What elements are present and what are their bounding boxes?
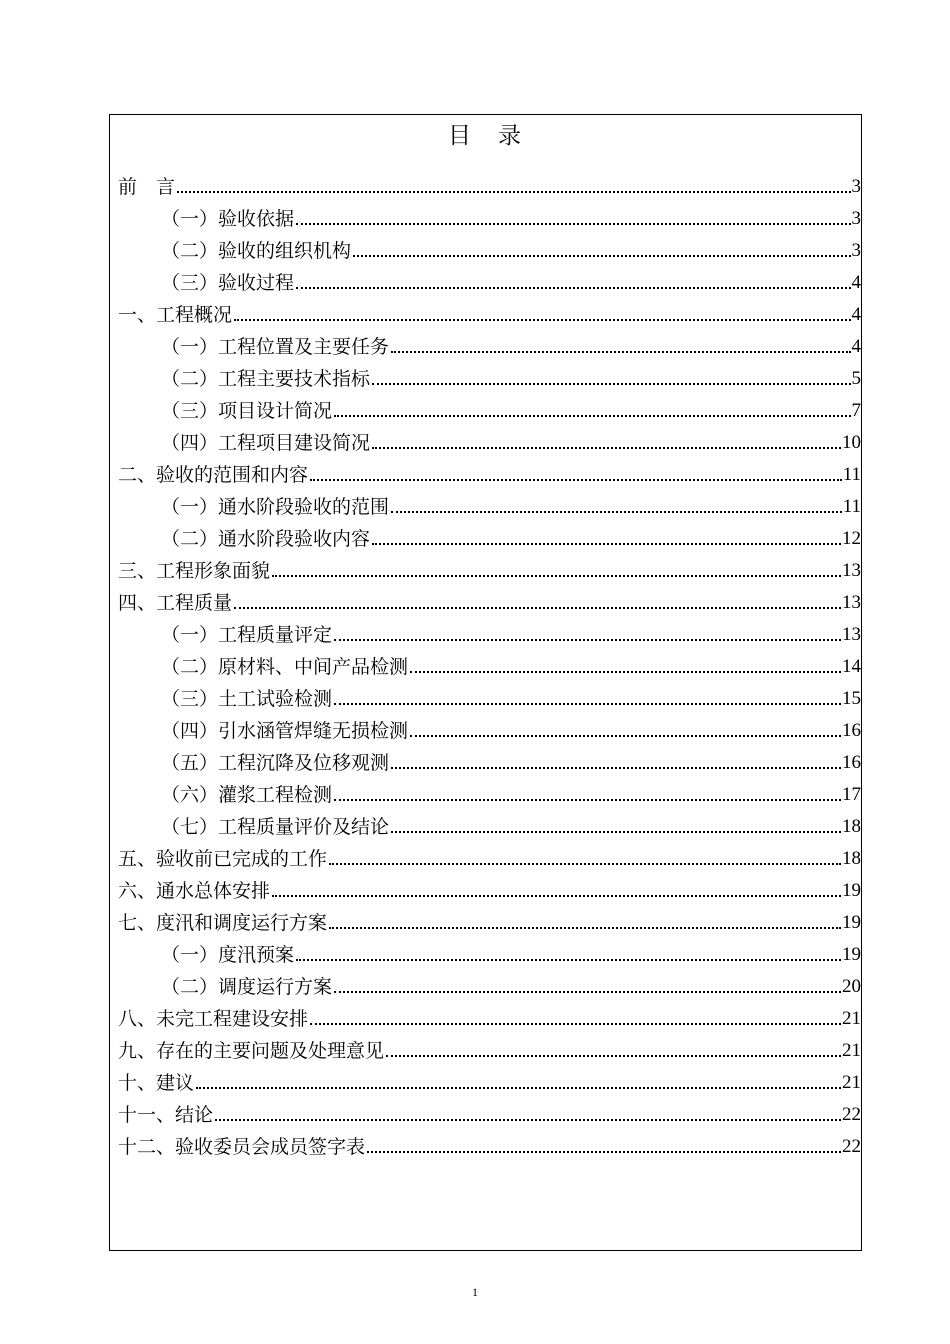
toc-entry[interactable] — [118, 999, 861, 1031]
toc-dot-leader — [334, 799, 841, 801]
toc-dot-leader — [177, 191, 850, 193]
toc-entry-page: 22 — [842, 1136, 861, 1157]
toc-entry[interactable] — [118, 871, 861, 903]
toc-entry[interactable] — [118, 199, 861, 231]
toc-entry-label: 十二、验收委员会成员签字表 — [118, 1136, 366, 1158]
toc-entry-page: 3 — [851, 176, 861, 197]
toc-dot-leader — [391, 831, 841, 833]
toc-entry[interactable] — [118, 775, 861, 807]
toc-entry-label: 四、工程质量 — [118, 592, 233, 614]
toc-entry[interactable] — [118, 359, 861, 391]
toc-entry[interactable] — [118, 647, 861, 679]
toc-entry-label: （三）土工试验检测 — [161, 688, 333, 710]
toc-dot-leader — [372, 447, 841, 449]
toc-entry-label: 十、建议 — [118, 1072, 195, 1094]
toc-dot-leader — [367, 1151, 841, 1153]
toc-entry[interactable] — [118, 1063, 861, 1095]
toc-entry-label: （二）验收的组织机构 — [161, 240, 352, 262]
page-number: 1 — [472, 1285, 478, 1299]
toc-title: 目 录 — [448, 123, 523, 149]
toc-entry-label: （二）原材料、中间产品检测 — [161, 656, 409, 678]
toc-entry-page: 7 — [851, 400, 861, 421]
toc-entry[interactable] — [118, 327, 861, 359]
toc-entry[interactable] — [118, 679, 861, 711]
toc-entry-page: 14 — [842, 656, 861, 677]
toc-entry-label: 前 言 — [118, 176, 176, 198]
toc-dot-leader — [372, 543, 841, 545]
toc-entry-page: 10 — [842, 432, 861, 453]
toc-entry-page: 17 — [842, 784, 861, 805]
toc-entry[interactable] — [118, 583, 861, 615]
toc-entry[interactable] — [118, 743, 861, 775]
toc-entry-page: 19 — [842, 944, 861, 965]
toc-dot-leader — [310, 1023, 841, 1025]
toc-dot-leader — [234, 319, 850, 321]
toc-entry[interactable] — [118, 231, 861, 263]
toc-dot-leader — [296, 287, 850, 289]
toc-entry-page: 5 — [851, 368, 861, 389]
toc-entry[interactable] — [118, 935, 861, 967]
toc-dot-leader — [310, 479, 842, 481]
toc-entry[interactable] — [118, 1031, 861, 1063]
toc-entry[interactable] — [118, 487, 861, 519]
toc-entry-label: （五）工程沉降及位移观测 — [161, 752, 390, 774]
toc-entry[interactable] — [118, 519, 861, 551]
toc-entry-page: 3 — [851, 240, 861, 261]
toc-dot-leader — [334, 703, 841, 705]
toc-dot-leader — [334, 415, 850, 417]
toc-dot-leader — [296, 959, 841, 961]
toc-dot-leader — [391, 511, 842, 513]
toc-entry[interactable] — [118, 295, 861, 327]
toc-entry[interactable] — [118, 967, 861, 999]
toc-entry-page: 20 — [842, 976, 861, 997]
toc-entry-page: 4 — [851, 272, 861, 293]
toc-dot-leader — [296, 223, 850, 225]
toc-entry-page: 16 — [842, 752, 861, 773]
toc-entry-page: 22 — [842, 1104, 861, 1125]
toc-dot-leader — [410, 735, 841, 737]
toc-entry[interactable] — [118, 903, 861, 935]
toc-entry-page: 4 — [851, 336, 861, 357]
toc-entry-label: 六、通水总体安排 — [118, 880, 271, 902]
toc-dot-leader — [329, 863, 841, 865]
toc-entry-label: （一）验收依据 — [161, 208, 295, 230]
toc-entry[interactable] — [118, 839, 861, 871]
toc-dot-leader — [353, 255, 850, 257]
toc-dot-leader — [410, 671, 841, 673]
toc-entry-label: （一）通水阶段验收的范围 — [161, 496, 390, 518]
toc-dot-leader — [272, 895, 841, 897]
toc-entry[interactable] — [118, 391, 861, 423]
toc-entry-page: 4 — [851, 304, 861, 325]
toc-entry-page: 3 — [851, 208, 861, 229]
toc-dot-leader — [196, 1087, 841, 1089]
toc-entry[interactable] — [118, 455, 861, 487]
toc-entry-label: 五、验收前已完成的工作 — [118, 848, 328, 870]
table-of-contents — [118, 167, 861, 1159]
toc-entry-label: （七）工程质量评价及结论 — [161, 816, 390, 838]
toc-entry-label: 九、存在的主要问题及处理意见 — [118, 1040, 385, 1062]
toc-entry-label: 八、未完工程建设安排 — [118, 1008, 309, 1030]
toc-dot-leader — [334, 639, 841, 641]
toc-entry-label: 二、验收的范围和内容 — [118, 464, 309, 486]
toc-entry-page: 21 — [842, 1040, 861, 1061]
toc-entry-page: 21 — [842, 1008, 861, 1029]
toc-entry-label: （一）工程位置及主要任务 — [161, 336, 390, 358]
toc-entry-page: 15 — [842, 688, 861, 709]
toc-dot-leader — [372, 383, 850, 385]
toc-entry-page: 12 — [842, 528, 861, 549]
toc-dot-leader — [272, 575, 841, 577]
toc-dot-leader — [334, 991, 841, 993]
toc-entry-label: 三、工程形象面貌 — [118, 560, 271, 582]
toc-entry[interactable] — [118, 1095, 861, 1127]
toc-dot-leader — [391, 351, 850, 353]
toc-entry-label: 七、度汛和调度运行方案 — [118, 912, 328, 934]
toc-entry-label: 十一、结论 — [118, 1104, 214, 1126]
toc-entry-page: 21 — [842, 1072, 861, 1093]
toc-entry-label: （二）工程主要技术指标 — [161, 368, 371, 390]
toc-entry-label: （六）灌浆工程检测 — [161, 784, 333, 806]
toc-entry[interactable] — [118, 1127, 861, 1159]
toc-entry-label: （三）验收过程 — [161, 272, 295, 294]
toc-entry-page: 16 — [842, 720, 861, 741]
toc-entry-page: 19 — [842, 912, 861, 933]
toc-entry[interactable] — [118, 423, 861, 455]
toc-entry-page: 11 — [842, 464, 861, 485]
toc-entry-page: 11 — [842, 496, 861, 517]
toc-dot-leader — [215, 1119, 841, 1121]
toc-entry[interactable] — [118, 711, 861, 743]
toc-entry-label: （二）通水阶段验收内容 — [161, 528, 371, 550]
toc-entry[interactable] — [118, 167, 861, 199]
toc-entry-label: （四）引水涵管焊缝无损检测 — [161, 720, 409, 742]
toc-entry-page: 13 — [842, 560, 861, 581]
toc-entry-page: 19 — [842, 880, 861, 901]
toc-entry-label: （一）工程质量评定 — [161, 624, 333, 646]
toc-entry-page: 13 — [842, 592, 861, 613]
toc-entry-page: 18 — [842, 816, 861, 837]
toc-entry-page: 13 — [842, 624, 861, 645]
toc-entry-page: 18 — [842, 848, 861, 869]
toc-entry-label: （四）工程项目建设简况 — [161, 432, 371, 454]
toc-entry[interactable] — [118, 807, 861, 839]
toc-entry-label: （一）度汛预案 — [161, 944, 295, 966]
toc-entry[interactable] — [118, 615, 861, 647]
toc-dot-leader — [234, 607, 841, 609]
toc-entry[interactable] — [118, 263, 861, 295]
toc-entry[interactable] — [118, 551, 861, 583]
toc-frame — [109, 114, 862, 1251]
toc-dot-leader — [329, 927, 841, 929]
toc-dot-leader — [386, 1055, 841, 1057]
toc-entry-label: （三）项目设计简况 — [161, 400, 333, 422]
toc-dot-leader — [391, 767, 841, 769]
toc-entry-label: 一、工程概况 — [118, 304, 233, 326]
toc-entry-label: （二）调度运行方案 — [161, 976, 333, 998]
